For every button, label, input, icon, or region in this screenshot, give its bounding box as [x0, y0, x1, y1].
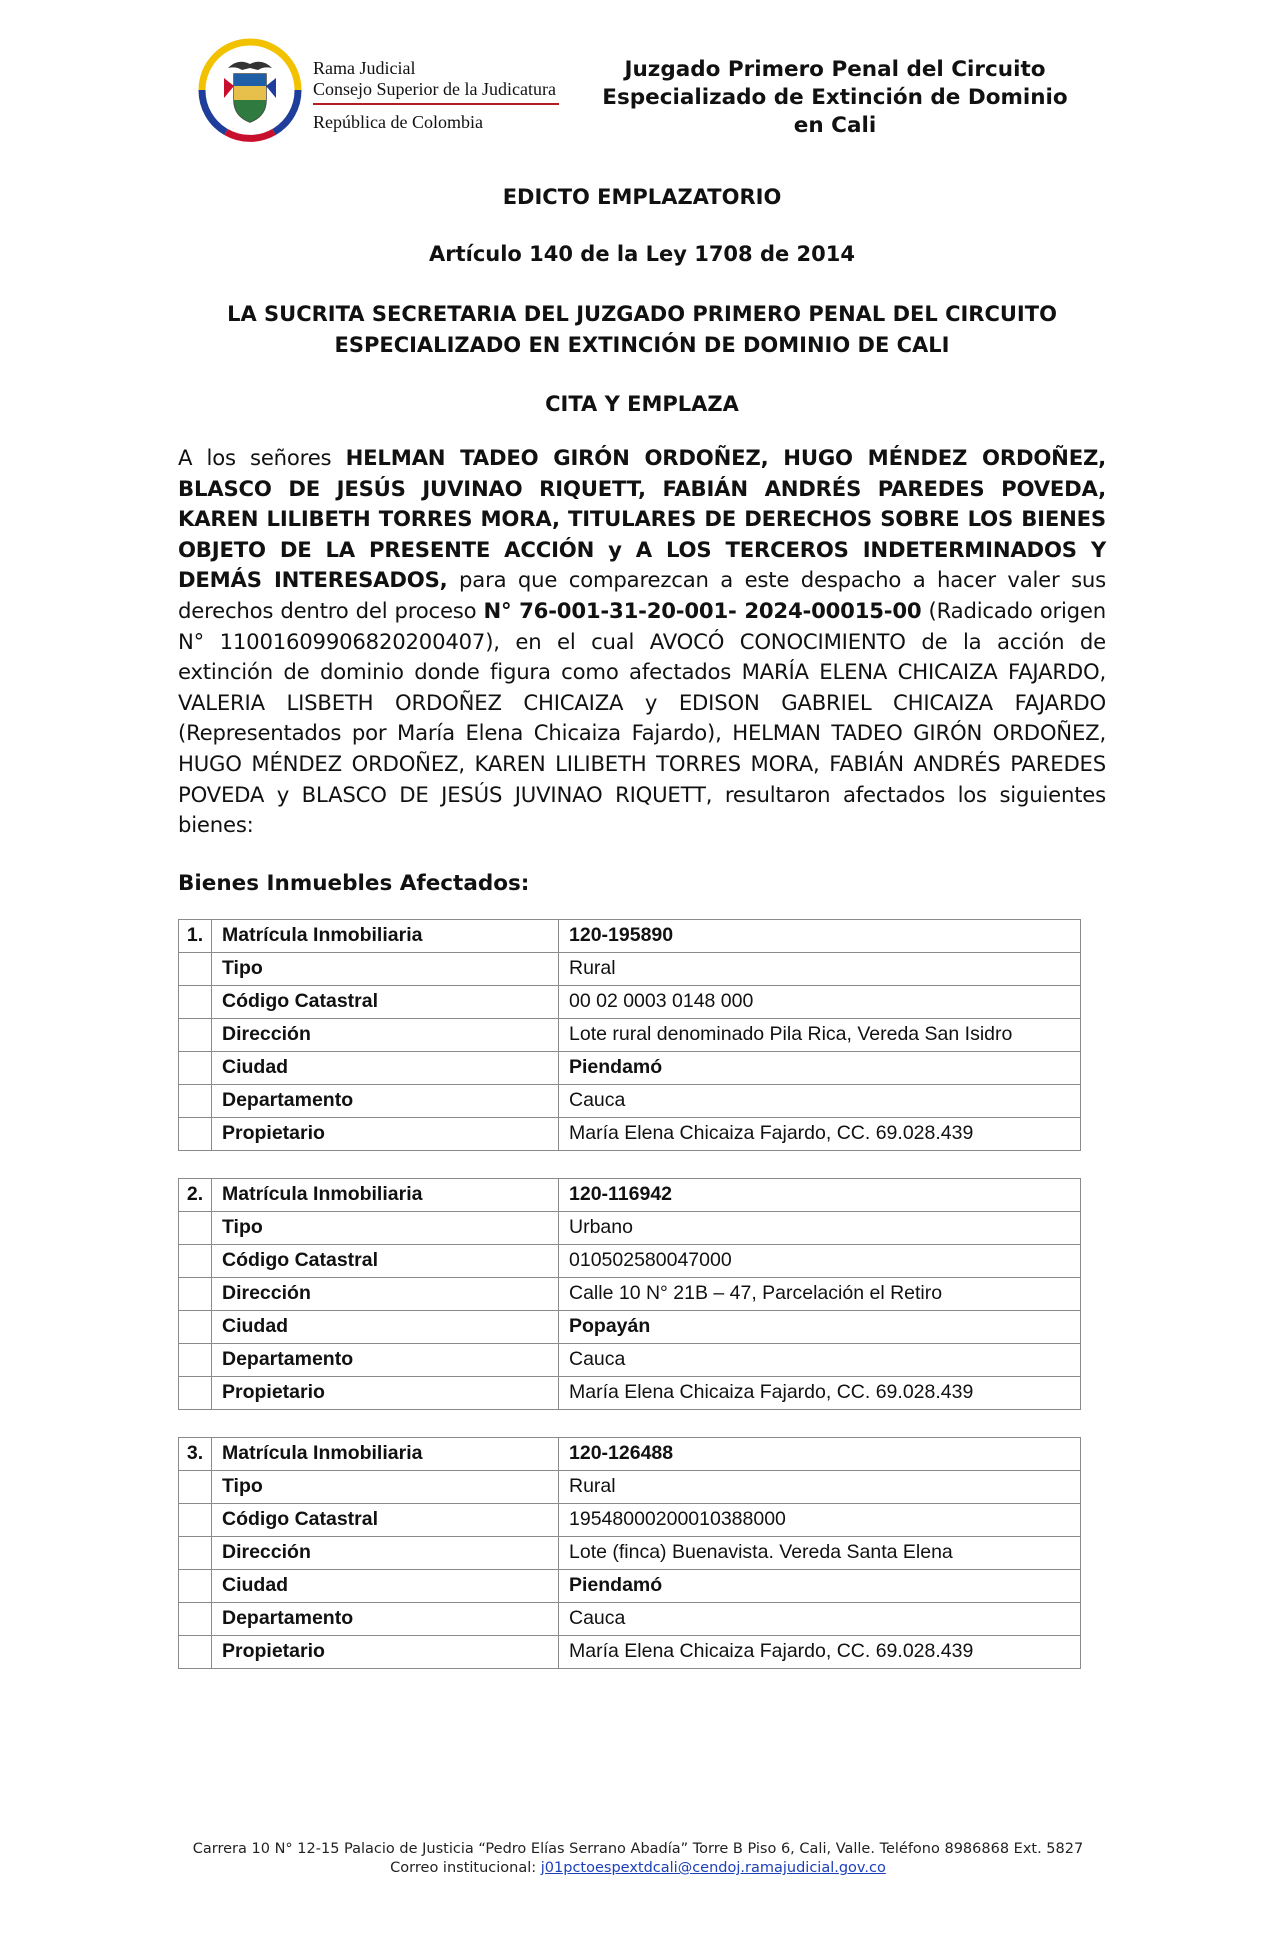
page-footer — [0, 1840, 1276, 1878]
field-label: Matrícula Inmobiliaria — [212, 1178, 559, 1211]
summons-paragraph — [178, 443, 1106, 841]
field-value: Lote (finca) Buenavista. Vereda Santa Elena — [559, 1536, 1081, 1569]
field-value: Piendamó — [559, 1569, 1081, 1602]
court-title-line-2: Especializado de Extinción de Dominio — [602, 85, 1068, 110]
field-label: Departamento — [212, 1602, 559, 1635]
field-value: Cauca — [559, 1084, 1081, 1117]
table-row — [179, 1084, 1081, 1117]
document-title: EDICTO EMPLAZATORIO — [502, 185, 782, 209]
field-value: 120-195890 — [559, 919, 1081, 952]
property-number-cell — [179, 1018, 212, 1051]
property-number-cell — [179, 1310, 212, 1343]
field-value: 19548000200010388000 — [559, 1503, 1081, 1536]
property-number-cell — [179, 1470, 212, 1503]
table-row — [179, 952, 1081, 985]
article-reference: Artículo 140 de la Ley 1708 de 2014 — [428, 242, 855, 266]
table-row — [179, 1244, 1081, 1277]
document-body — [178, 185, 1106, 1669]
field-value: Cauca — [559, 1343, 1081, 1376]
org-line-2: Consejo Superior de la Judicatura — [313, 79, 556, 99]
field-value: Rural — [559, 1470, 1081, 1503]
header-rule — [313, 103, 559, 105]
property-number-cell — [179, 1503, 212, 1536]
court-title-line-3: en Cali — [793, 113, 877, 138]
property-number-cell — [179, 1051, 212, 1084]
property-number-cell — [179, 1244, 212, 1277]
table-row — [179, 1051, 1081, 1084]
property-number-cell — [179, 1117, 212, 1150]
property-number-cell — [179, 1084, 212, 1117]
field-label: Departamento — [212, 1343, 559, 1376]
table-row — [179, 1277, 1081, 1310]
footer-email-line — [0, 1859, 1276, 1878]
property-number-cell — [179, 1277, 212, 1310]
property-number-cell — [179, 1211, 212, 1244]
table-row — [179, 1343, 1081, 1376]
properties-list — [178, 919, 1106, 1669]
field-label: Ciudad — [212, 1569, 559, 1602]
footer-email-label: Correo institucional: — [390, 1860, 541, 1876]
field-value: María Elena Chicaiza Fajardo, CC. 69.028.439 — [559, 1635, 1081, 1668]
property-number-cell — [179, 1602, 212, 1635]
field-value: Urbano — [559, 1211, 1081, 1244]
field-label: Código Catastral — [212, 985, 559, 1018]
properties-heading: Bienes Inmuebles Afectados: — [178, 870, 530, 896]
secretary-heading — [178, 299, 1106, 361]
table-row — [179, 1018, 1081, 1051]
paragraph-text-3: (Radicado origen N° 11001609906820200407), en el cual AVOCÓ CONOCIMIENTO de la acción de extinción de dominio donde figura como afectados MARÍA ELENA CHICAIZA FAJARDO, VALERIA LISBETH ORDOÑEZ CHICAIZA y EDISON GABRIEL CHICAIZA FAJARDO (Representados por María Elena Chicaiza Fajardo), HELMAN TADEO GIRÓN ORDOÑEZ, HUGO MÉNDEZ ORDOÑEZ, KAREN LILIBETH TORRES MORA, FABIÁN ANDRÉS PAREDES POVEDA y BLASCO DE JESÚS JUVINAO RIQUETT, resultaron afectados los siguientes bienes: — [178, 597, 1106, 838]
property-number-cell — [179, 1343, 212, 1376]
property-number-cell — [179, 1635, 212, 1668]
secretary-line-2: ESPECIALIZADO EN EXTINCIÓN DE DOMINIO DE CALI — [334, 333, 950, 357]
letterhead — [0, 0, 1276, 160]
judicial-seal-logo — [198, 38, 302, 150]
property-number-cell: 1. — [179, 919, 212, 952]
table-row — [179, 1376, 1081, 1409]
court-title — [585, 56, 1085, 140]
table-row — [179, 1602, 1081, 1635]
field-value: Rural — [559, 952, 1081, 985]
field-value: María Elena Chicaiza Fajardo, CC. 69.028.439 — [559, 1117, 1081, 1150]
property-number-cell — [179, 985, 212, 1018]
court-title-line-1: Juzgado Primero Penal del Circuito — [624, 57, 1046, 82]
field-value: María Elena Chicaiza Fajardo, CC. 69.028.439 — [559, 1376, 1081, 1409]
property-number-cell — [179, 1569, 212, 1602]
field-value: 120-116942 — [559, 1178, 1081, 1211]
property-table — [178, 919, 1081, 1151]
field-label: Propietario — [212, 1117, 559, 1150]
table-row — [179, 1117, 1081, 1150]
property-number-cell — [179, 1536, 212, 1569]
field-value: 120-126488 — [559, 1437, 1081, 1470]
field-label: Código Catastral — [212, 1503, 559, 1536]
paragraph-text-1: A los señores — [178, 445, 346, 470]
field-label: Dirección — [212, 1277, 559, 1310]
field-label: Dirección — [212, 1536, 559, 1569]
field-value: Lote rural denominado Pila Rica, Vereda San Isidro — [559, 1018, 1081, 1051]
field-label: Ciudad — [212, 1310, 559, 1343]
property-number-cell — [179, 1376, 212, 1409]
field-label: Ciudad — [212, 1051, 559, 1084]
summoned-parties: HELMAN TADEO GIRÓN ORDOÑEZ, HUGO MÉNDEZ ORDOÑEZ, BLASCO DE JESÚS JUVINAO RIQUETT, FABIÁN ANDRÉS PAREDES POVEDA, KAREN LILIBETH TORRES MORA, TITULARES DE DERECHOS SOBRE LOS BIENES OBJETO DE LA PRESENTE ACCIÓN y A LOS TERCEROS INDETERMINADOS Y DEMÁS INTERESADOS, — [178, 445, 1106, 593]
table-row — [179, 1470, 1081, 1503]
republic-name: República de Colombia — [313, 112, 483, 132]
property-number-cell: 3. — [179, 1437, 212, 1470]
field-value: 010502580047000 — [559, 1244, 1081, 1277]
property-number-cell: 2. — [179, 1178, 212, 1211]
table-row — [179, 985, 1081, 1018]
field-value: Calle 10 N° 21B – 47, Parcelación el Retiro — [559, 1277, 1081, 1310]
cita-heading: CITA Y EMPLAZA — [545, 392, 739, 416]
table-row — [179, 1569, 1081, 1602]
property-table — [178, 1178, 1081, 1410]
table-row — [179, 1437, 1081, 1470]
field-label: Matrícula Inmobiliaria — [212, 919, 559, 952]
table-row — [179, 919, 1081, 952]
table-row — [179, 1536, 1081, 1569]
paragraph-text-2: para que comparezcan a este despacho a hacer valer sus derechos dentro del proceso — [178, 567, 1106, 623]
table-row — [179, 1503, 1081, 1536]
field-value: 00 02 0003 0148 000 — [559, 985, 1081, 1018]
footer-address: Carrera 10 N° 12-15 Palacio de Justicia “Pedro Elías Serrano Abadía” Torre B Piso 6, Cali, Valle. Teléfono 8986868 Ext. 5827 — [192, 1841, 1084, 1857]
table-row — [179, 1211, 1081, 1244]
field-label: Departamento — [212, 1084, 559, 1117]
field-value: Piendamó — [559, 1051, 1081, 1084]
table-row — [179, 1178, 1081, 1211]
organization-name — [313, 58, 556, 133]
field-label: Dirección — [212, 1018, 559, 1051]
footer-email-link[interactable]: j01pctoespextdcali@cendoj.ramajudicial.gov.co — [540, 1860, 886, 1876]
secretary-line-1: LA SUCRITA SECRETARIA DEL JUZGADO PRIMERO PENAL DEL CIRCUITO — [227, 302, 1057, 326]
field-label: Matrícula Inmobiliaria — [212, 1437, 559, 1470]
table-row — [179, 1635, 1081, 1668]
process-number: N° 76-001-31-20-001- 2024-00015-00 — [483, 597, 922, 623]
field-label: Tipo — [212, 1470, 559, 1503]
property-number-cell — [179, 952, 212, 985]
property-table — [178, 1437, 1081, 1669]
field-label: Tipo — [212, 952, 559, 985]
field-label: Propietario — [212, 1376, 559, 1409]
org-line-1: Rama Judicial — [313, 58, 416, 78]
field-label: Tipo — [212, 1211, 559, 1244]
field-value: Popayán — [559, 1310, 1081, 1343]
table-row — [179, 1310, 1081, 1343]
field-value: Cauca — [559, 1602, 1081, 1635]
field-label: Propietario — [212, 1635, 559, 1668]
field-label: Código Catastral — [212, 1244, 559, 1277]
